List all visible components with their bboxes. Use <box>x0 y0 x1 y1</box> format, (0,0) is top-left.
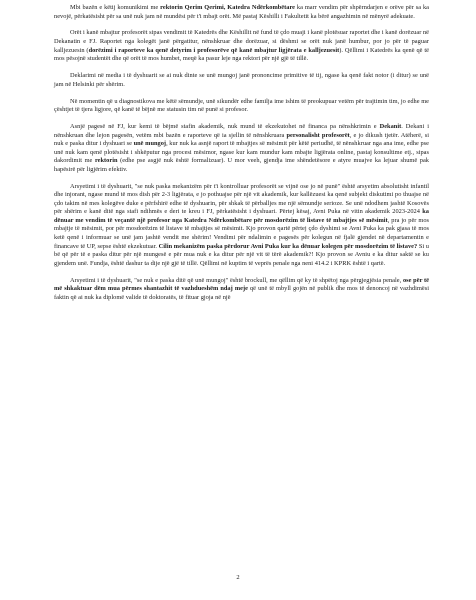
page-body <box>54 4 429 311</box>
paragraph <box>54 29 429 63</box>
bold-text-run: ose për të më shkaktuar dëm mua përmes shantazhit të vazhdueshëm ndaj meje <box>54 276 429 293</box>
bold-text-run: unë mungoj <box>133 140 167 148</box>
bold-text-run: ka dënuar me vendim të veçantë një profesor nga Katedra Ndërkombëtare për mosdorëzim të listave të mbajtjes së mësimit <box>54 208 429 224</box>
bold-text-run: rektorin <box>94 157 118 165</box>
text-run: , kur nuk ka asnjë raport të mbajtjes së mësimit për këtë periudhë, të nënshkruar nga ana ime, edhe pse unë nuk kam qenë plotësisht i shkëputur nga procesi mësimor, ngase kur kam mundur kam mbajte ligjërata online, pastaj konsultime etj., sipas dakordimit me <box>54 140 429 165</box>
paragraph <box>54 4 429 21</box>
text-run: Arsyetimi i të dyshuarit, "se nuk e paska ditë që unë mungoj" është brockull, me qëllim që ky të shpëtoj nga përgjegjësia penale, <box>70 276 403 284</box>
paragraph <box>54 183 429 268</box>
text-run: Si u bë që për të e paska ditur për një mungesë e për mua nuk e ka ditur për një vit të tërë akademik?! Kjo provon se Avniu e ka ditur saktë se ku gjendem unë. Fundja, është dashur ta dije një gjë të tillë. Qëllimi në kuptim të veprës penale nga neni 414.2 i KPRK është i qartë. <box>54 242 429 267</box>
text-run: Mbi bazën e këtij komunikimi me <box>70 4 161 11</box>
paragraph <box>54 277 429 303</box>
page-number: 2 <box>236 574 240 581</box>
text-run: Deklarimi në media i të dyshuarit se ai nuk dinte se unë mungoj janë prononcime primitive të tij, ngase ka qenë fakt notor (i ditur) se unë jam në Helsinki për shërim. <box>54 72 429 88</box>
paragraph <box>54 98 429 115</box>
paragraph <box>54 123 429 174</box>
text-run: (edhe pse asgjë nuk është formalizuar). U mor veeh, gjendja ime shëndetësore e atyre muajve ka lejuar shumë pak hapësirë për ligjërim efektiv. <box>54 157 429 173</box>
text-run: ). Qëllimi i Katedrës ka qenë që të mos pësojnë studentët dhe që orët të mos humbet, meqë ka pasur leje nga rektori për një gjë të tillë. <box>54 46 429 63</box>
text-run: që unë të mbyll gojën në publik dhe mos të denoncoj në vazhdimësi faktin që ai nuk ka diplomë valide të doktoratës, të fituar gjoja në një <box>54 285 430 301</box>
text-run: , pra jo për mos mbajtje të mësimit, por për mosdorëzim të listave të mbajtjes së mësimit. Kjo provon qartë përtej çdo dyshimi se Avni Puka ka pak gjasa të mos ketë qenë i informuar se unë jam jashtë vendit me shërim! Vendimi për ndalimin e pagesës për kolegun në fjalë gjendet në departamentin e financave të UP, sepse është ekzekutuar. <box>54 216 430 250</box>
text-run: Asnjë pagesë në FJ, kur kemi të bëjmë stafin akademik, nuk mund të ekzekutohet në financa pa nënshkrimin e <box>70 123 380 131</box>
bold-text-run: Dekanit <box>379 123 402 131</box>
text-run: ka marr vendim për shpërndarjen e orëve për sa ka nevojë, përkatësisht për sa unë nuk jam në mundësi për t'i mbajt orët. Më pastaj Këshilli i Fakultetit ka bërë angazhimin në mënyrë adekuate. <box>54 4 429 20</box>
paragraph <box>54 72 429 89</box>
bold-text-run: personalisht profesorët <box>286 131 350 139</box>
bold-text-run: Cilin mekanizëm paska përdorur Avni Puka kur ka dënuar kolegen për mosdorëzim të listave? <box>158 242 418 250</box>
text-run: Arsyetimi i të dyshuarit, "se nuk paska mekanizëm për t'i kontrolluar profesorët se vijnë ose jo në punë" është arsyetim absolutisht infantil dhe injorant, ngase mund të mos dish për 2-3 ligjërata, e jo pothuajse për një vit akademik, kur kallëzuesi ka qenë subjekt diskutimi po thuajse në çdo takim në mes kolegëve duke e përfshirë edhe të dyshuarin, për shkak të përballjes me një sëmundje serioze. Se unë ndodhem jashtë Kosovës për shërim e kanë ditë nga stafi ndihmës e deri te kreu i FJ, përkatësisht i dyshuari. Përtej kësaj, Avni Puka në vitin akademik 2023-2024 <box>54 182 429 216</box>
text-run: , e jo dikush tjetër. Atëherë, si nuk e paska ditur i dyshuari se <box>54 131 429 148</box>
bold-text-run: rektorin Qerim Qerimi, Katedra Ndërkombëtare <box>160 4 296 11</box>
text-run: . Dekani i nënshkruan dhe lejon pagesën, vetëm mbi bazën e raporteve që ia sjellin të nënshkruara <box>54 123 429 139</box>
text-run: Orët i kanë mbajtur profesorët sipas vendimit të Katedrës dhe Këshillit në fund të çdo muaji i kanë plotësuar raportet dhe i kanë dorëzuar në Dekanatin e FJ. Raportet nga kolegët janë përgatitur, nënshkruar dhe dorëzuar, si dëshmi se orët nuk janë humbur, por jo për të paguar kalljezuesin ( <box>54 29 429 54</box>
text-run: Në momentin që u diagnostikova me këtë sëmundje, unë sikundër edhe familja ime ishim të preokupuar vetëm për trajtimin tim, jo edhe me çështjet të tjera ligjore, që kanë të bëjnë me statusin tim në punë si profesor. <box>54 97 429 114</box>
bold-text-run: dorëzimi i raporteve ka qenë detyrim i profesorëve që kanë mbajtur ligjërata e kalljezuesit <box>88 46 340 54</box>
